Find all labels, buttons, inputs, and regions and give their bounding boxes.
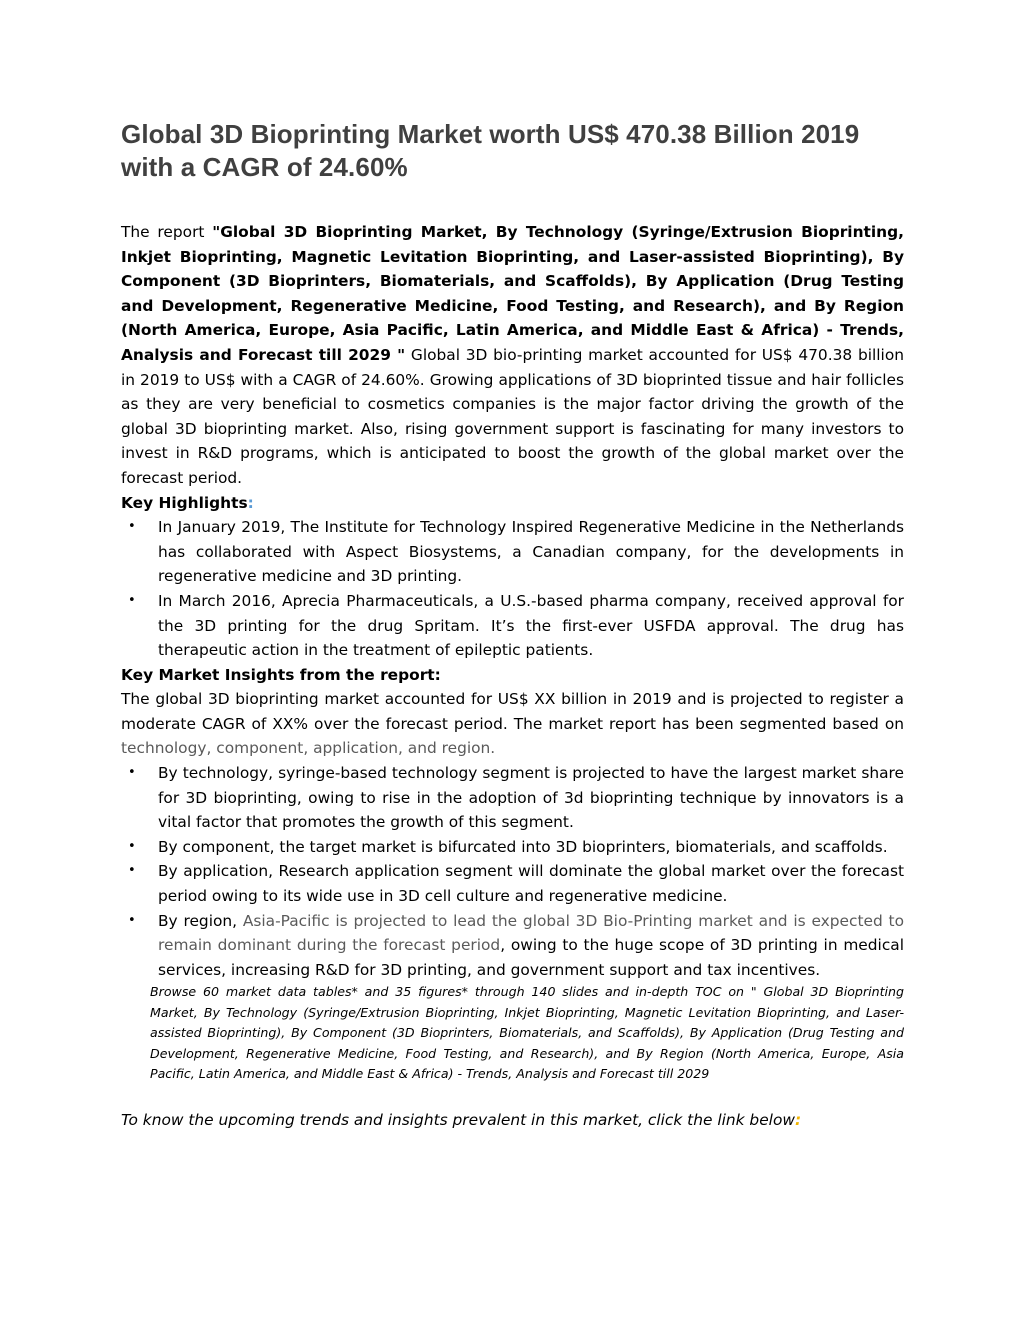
list-item: [121, 909, 904, 983]
insight-text: By application, Research application segment will dominate the global market over the forecast period owing to its wide use in 3D cell culture and regenerative medicine.: [158, 862, 904, 906]
key-highlights-label: Key Highlights: [121, 493, 248, 512]
cta-colon: :: [794, 1111, 802, 1130]
key-insights-list: [121, 761, 904, 982]
key-highlights-colon: :: [247, 493, 254, 512]
list-item: [121, 859, 904, 908]
segments-text: technology, component, application, and region.: [121, 739, 496, 758]
bullet-icon: •: [128, 519, 136, 535]
region-highlight: Asia-Pacific is projected to lead the global 3D Bio-Printing market and is expected to remain dominant during the forecast period: [158, 911, 904, 955]
bullet-icon: •: [128, 592, 136, 608]
intro-paragraph: [121, 220, 904, 491]
cta-text: To know the upcoming trends and insights prevalent in this market, click the link below: [121, 1111, 795, 1130]
key-highlights-heading: [121, 491, 904, 516]
report-name: "Global 3D Bioprinting Market, By Technology (Syringe/Extrusion Bioprinting, Inkjet Bioprinting, Magnetic Levitation Bioprinting, and Laser-assisted Bioprinting), By Component (3D Bioprinters, Biomaterials, and Scaffolds), By Application (Drug Testing and Development, Regenerative Medicine, Food Testing, and Research), and By Region (North America, Europe, Asia Pacific, Latin America, and Middle East & Africa) - Trends, Analysis and Forecast till 2029 ": [121, 223, 904, 364]
key-insights-heading: Key Market Insights from the report:: [121, 665, 441, 684]
bullet-icon: •: [128, 863, 136, 879]
key-highlights-list: [121, 515, 904, 663]
list-item: [121, 589, 904, 663]
bullet-icon: •: [128, 912, 136, 928]
bullet-icon: •: [128, 838, 136, 854]
highlight-text: In January 2019, The Institute for Technology Inspired Regenerative Medicine in the Netherlands has collaborated with Aspect Biosystems, a Canadian company, for the developments in regenerative medicine and 3D printing.: [158, 518, 904, 586]
browse-note: Browse 60 market data tables* and 35 figures* through 140 slides and in-depth TOC on " Global 3D Bioprinting Market, By Technology (Syringe/Extrusion Bioprinting, Inkjet Bioprinting, Magnetic Levitation Bioprinting, and Laser-assisted Bioprinting), By Component (3D Bioprinters, Biomaterials, and Scaffolds), By Application (Drug Testing and Development, Regenerative Medicine, Food Testing, and Research), and By Region (North America, Europe, Asia Pacific, Latin America, and Middle East & Africa) - Trends, Analysis and Forecast till 2029: [150, 984, 904, 1082]
region-rest: , owing to the huge scope of 3D printing in medical services, increasing R&D for 3D printing, and government support and tax incentives.: [158, 936, 904, 979]
list-item: [121, 515, 904, 589]
highlight-text: In March 2016, Aprecia Pharmaceuticals, a U.S.-based pharma company, received approval for the 3D printing for the drug Spritam. It’s the first-ever USFDA approval. The drug has therapeutic action in the treatment of epileptic patients.: [158, 591, 904, 660]
list-item: [121, 761, 904, 835]
bullet-icon: •: [128, 765, 136, 781]
list-item: [121, 835, 904, 860]
key-insights-text: The global 3D bioprinting market accounted for US$ XX billion in 2019 and is projected to register a moderate CAGR of XX% over the forecast period. The market report has been segmented based on: [121, 690, 904, 733]
key-insights-paragraph: [121, 687, 904, 761]
intro-lead: The report: [121, 223, 213, 241]
document-title: Global 3D Bioprinting Market worth US$ 470.38 Billion 2019 with a CAGR of 24.60%: [121, 119, 860, 182]
document-page: [121, 118, 904, 1148]
insight-text: By technology, syringe-based technology segment is projected to have the largest market share for 3D bioprinting, owing to rise in the adoption of 3d bioprinting technique by innovators is a vital factor that promotes the growth of this segment.: [158, 764, 904, 832]
insight-text: By component, the target market is bifurcated into 3D bioprinters, biomaterials, and scaffolds.: [158, 837, 888, 856]
intro-text: Global 3D bio-printing market accounted for US$ 470.38 billion in 2019 to US$ with a CAGR of 24.60%. Growing applications of 3D bioprinted tissue and hair follicles as they are very beneficial to cosmetics companies is the major factor driving the growth of the global 3D bioprinting market. Also, rising government support is fascinating for many investors to invest in R&D programs, which is anticipated to boost the growth of the global market over the forecast period.: [121, 345, 904, 487]
cta-paragraph: [121, 1108, 904, 1133]
region-lead: By region,: [158, 911, 243, 930]
